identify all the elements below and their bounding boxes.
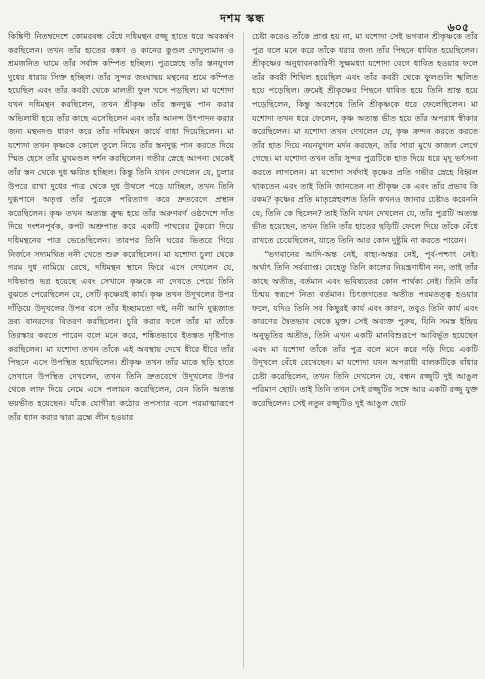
running-head: দশম স্কন্ধ <box>220 12 265 25</box>
column-gutter <box>243 32 244 668</box>
left-column <box>8 30 234 670</box>
right-column <box>252 30 478 670</box>
body-paragraph: চেষ্টা করেও তাঁকে প্রাপ্ত হয় না, মা যশোদা সেই ভগবান শ্রীকৃষ্ণকে তাঁর পুত্র বলে মনে করে তাঁকে ধরার জন্য তাঁর পিছনে ধাবিত হয়েছিলেন। শ্রীকৃষ্ণের অনুধাবনকারিণী সুক্ষমধ্যা যশোদা বেগে ধাবিত হওয়ার ফলে তাঁর কবরী শিথিল হয়েছিল এবং তাঁর কবরী থেকে ফুলগুলি স্খলিত হয়ে পড়েছিল। ক্রমেই শ্রীকৃষ্ণের পিছনে ধাবিত হয়ে তিনি শ্রান্ত হয়ে পড়েছিলেন, কিন্তু অবশেষে তিনি শ্রীকৃষ্ণকে ধরে ফেলেছিলেন। মা যশোদা তখন ধরে ফেলেন, কৃষ্ণ অত্যন্ত ভীত হয়ে তাঁর অপরাধ স্বীকার করেছিলেন। মা যশোদা তখন দেখলেন যে, কৃষ্ণ ক্রন্দন করতে করতে তাঁর হাত দিয়ে নয়নযুগল মর্দন করছেন, তাঁর সারা মুখে কাজল লেগে গেছে। মা যশোদা তখন তাঁর সুন্দর পুত্রটিকে হাত দিয়ে ধরে মৃদু ভর্ৎসনা করতে লাগলেন। মা যশোদা সর্বদাই কৃষ্ণের প্রতি গভীর স্নেহে বিহ্বল থাকতেন এবং তাই তিনি জানতেন না শ্রীকৃষ্ণ কে এবং তাঁর প্রভাব কি রকম? কৃষ্ণের প্রতি মাতৃস্নেহবশত তিনি কখনও জানার চেষ্টাও করেননি যে, তিনি কে ছিলেন? তাই তিনি যখন দেখলেন যে, তাঁর পুত্রটি অত্যন্ত ভীত হয়েছেন, তখন তিনি তাঁর হাতের ছড়িটি ফেলে দিয়ে তাঁকে বেঁধে রাখতে চেয়েছিলেন, যাতে তিনি আর কোন দুষ্টুমি না করতে পারেন। <box>252 31 478 245</box>
body-paragraph: “ভগবানের আদি-অন্ত নেই, বাহ্য-অন্তর নেই, পূর্ব-পশ্চাৎ নেই। অর্থাৎ তিনি সর্বব্যাপ্ত। যেহেতু তিনি কালের নিয়ন্ত্রণাধীন নন, তাই তাঁর কাছে অতীত, বর্তমান এবং ভবিষ্যতের কোন পার্থক্য নেই। তিনি তাঁর চিন্ময় স্বরূপে নিত্য বর্তমান। চিৎজগতের অতীত পরমতত্ত্ব হওয়ার ফলে, যদিও তিনি সব কিছুরই কার্য এবং কারণ, তবুও তিনি কার্য এবং কারণের দ্বৈতভাব থেকে মুক্ত। সেই অব্যক্ত পুরুষ, যিনি সমস্ত ইন্দ্রিয় অনুভূতির অতীত, তিনি এখন একটি মানবিশুরূপে আবির্ভূত হয়েছেন এবং মা যশোদা তাঁকে তাঁর পুত্র বলে মনে করে দড়ি দিয়ে একটি উদূখলে বেঁধে রেখেছেন। মা যশোদা যখন অপরাধী বালকটিকে বাঁধার চেষ্টা করেছিলেন, তখন তিনি দেখলেন যে, বন্ধন রজ্জুটি দুই আঙুল পরিমাণ ছোট। তাই তিনি তখন সেই রজ্জুটির সঙ্গে আর একটি রজ্জু যুক্ত করেছিলেন। সেই নতুন রজ্জুটিও দুই আঙুল ছোট <box>252 248 478 409</box>
page-header <box>0 6 485 32</box>
body-paragraph: কিঙ্কিণী নিতম্বদেশে কোমরবন্ধ বেঁধে দধিমন্থন রজ্জু হাতে ধরে অবকর্ষণ করছিলেন। তখন তাঁর হাতের কঙ্কণ ও কানের কুণ্ডল দোদুল্যমান ও শ্রমজনিত ঘামে তাঁর সর্বাঙ্গ কম্পিত হচ্ছিল। পুত্রস্নেহে তাঁর স্তনযুগল দুধের ধারায় সিক্ত হচ্ছিল। তাঁর সুন্দর জংঘাদ্বয় মন্থনের শ্রমে কম্পিত হয়েছিল এবং তাঁর কবরী থেকে মালতী ফুল খসে পড়ছিল। মা যশোদা যখন দধিমন্থন করছিলেন, তখন শ্রীকৃষ্ণ তাঁর স্তনদুগ্ধ পান করার অভিলাষী হয়ে তাঁর কাছে এসেছিলেন এবং তাঁর আনন্দ উৎপাদন করার জন্য মন্থনদণ্ড ধারণ করে তাঁর দধিমন্থন কার্যে বাধা দিয়েছিলেন। মা যশোদা তখন কৃষ্ণকে কোলে তুলে নিয়ে তাঁর স্তনদুগ্ধ পান করতে দিয়ে স্মিত হেসে তাঁর মুখমণ্ডল দর্শন করছিলেন। গতীর স্নেহে আপনা থেকেই তাঁর স্তন থেকে দুধ ক্ষরিত হচ্ছিল। কিন্তু তিনি যখন দেখলেন যে, চুলার উপরে রাখা দুধের পাত্র থেকে দুধ উথলে পড়ে যাচ্ছিল, তখন তিনি দুগ্ধপানে অতৃপ্ত তাঁর পুত্রকে পরিত্যাগ করে দ্রুতবেগে প্রস্থান করেছিলেন। কৃষ্ণ তখন অত্যন্ত ক্রুদ্ধ হয়ে তাঁর অরুণবর্ণ ওষ্ঠদেশে দাঁত দিয়ে দংশনপূর্বক, কপট অশ্রুপাত করে একটি পাথরের টুকরো দিয়ে দধিমন্থনের পাত্র ভেঙেছিলেন। তারপর তিনি ঘরের ভিতরে গিয়ে নির্জনে সদ্যমথিত ননী খেতে শুরু করেছিলেন। মা যশোদা চুলা থেকে গরম দুধ নামিয়ে রেখে, দধিমন্থন স্থানে ফিরে এসে দেখলেন যে, দধিভাণ্ড ভগ্ন হয়েছে এবং সেখানে কৃষ্ণকে না দেখতে পেয়ে তিনি বুঝতে পেরেছিলেন যে, সেটি কৃষ্ণেরই কার্য। কৃষ্ণ তখন উদূখলের উপর দাঁড়িয়ে উদূখলের উপর বসে তাঁর ইচ্ছামতো দই, ননী আদি দুগ্ধজাত দ্রব্য বানরদের বিতরণ করছিলেন। চুরি করার ফলে তাঁর মা তাঁকে তিরস্কার করতে পারেন বলে মনে করে, শঙ্কিতভাবে ইতস্তত দৃষ্টিপাত করছিলেন। মা যশোদা তখন তাঁকে এই অবস্থায় দেখে ধীরে ধীরে তাঁর পিছনে এসে উপস্থিত হয়েছিলেন। শ্রীকৃষ্ণ তখন তাঁর মাকে ছড়ি হাতে সেখানে উপস্থিত দেখলেন, তখন তিনি দ্রুতবেগে উদূখলের উপর থেকে লাফ দিয়ে নেমে এসে পলায়ন করেছিলেন, যেন তিনি অত্যন্ত ভয়ভীত হয়েছেন। যাঁকে যোগীরা কঠোর তপস্যার বলে পরমাত্মারূপে তাঁর ধ্যান করার দ্বারা ব্রহ্মে লীন হওয়ার <box>8 31 234 422</box>
page-number: ৬০৫ <box>447 21 469 34</box>
